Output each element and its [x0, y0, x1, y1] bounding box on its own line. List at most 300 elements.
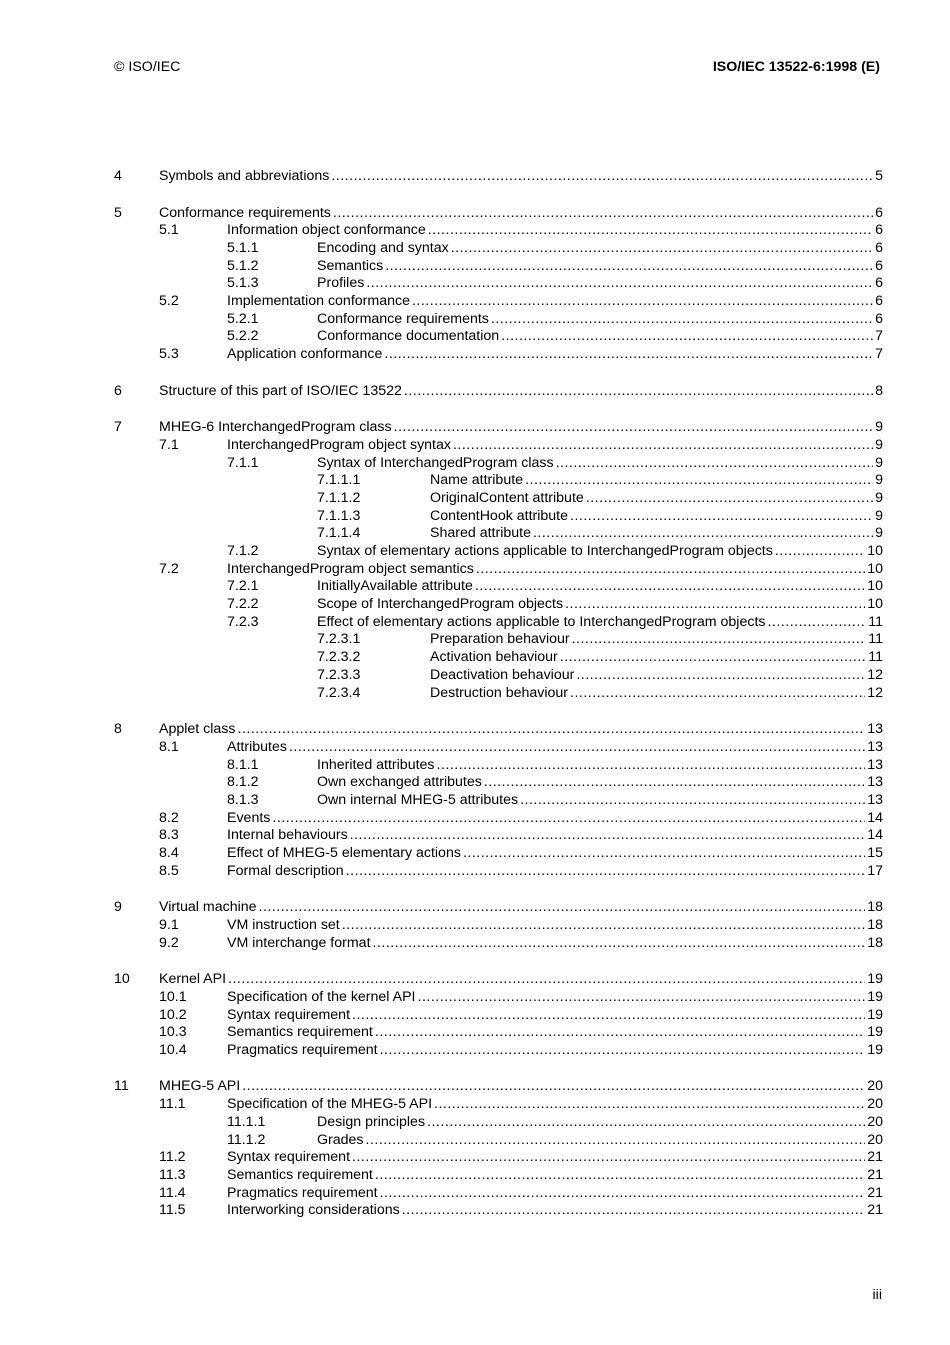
toc-entry-title: Design principles — [317, 1113, 426, 1130]
toc-entry-number: 8 — [114, 721, 122, 738]
toc-entry-page: 21 — [867, 1184, 883, 1201]
toc-entry-line — [227, 827, 883, 845]
dot-leader — [366, 275, 873, 293]
toc-entry-title: Own internal MHEG-5 attributes — [317, 791, 519, 808]
page-number: iii — [872, 1287, 882, 1303]
toc-entry-number: 5.2.1 — [227, 310, 259, 327]
toc-entry-title: Specification of the MHEG-5 API — [227, 1096, 433, 1113]
toc-entry-page: 10 — [867, 578, 883, 595]
toc-entry-title: Destruction behaviour — [430, 684, 569, 701]
toc-entry[interactable] — [114, 1202, 883, 1220]
toc-entry-number: 11.4 — [159, 1184, 186, 1201]
dot-leader — [525, 472, 873, 490]
toc-entry-title: Deactivation behaviour — [430, 666, 575, 683]
toc-entry[interactable] — [114, 508, 883, 526]
dot-leader — [366, 1132, 866, 1150]
toc-entry-title: Semantics requirement — [227, 1024, 373, 1041]
dot-leader — [427, 1114, 865, 1132]
toc-entry[interactable] — [114, 578, 883, 596]
toc-entry-number: 10.3 — [159, 1024, 187, 1041]
toc-entry[interactable] — [114, 328, 883, 346]
toc-entry-title: InterchangedProgram object semantics — [227, 560, 474, 577]
dot-leader — [380, 1042, 866, 1060]
dot-leader — [259, 899, 866, 917]
toc-entry-page: 20 — [867, 1113, 883, 1130]
toc-entry-line — [317, 1132, 883, 1150]
toc-entry-line — [317, 792, 883, 810]
toc-entry[interactable] — [114, 971, 883, 989]
toc-entry-page: 9 — [875, 472, 883, 489]
toc-entry-number: 9.1 — [159, 916, 179, 933]
toc-entry-line — [227, 1167, 883, 1185]
dot-leader — [428, 222, 873, 240]
toc-entry-page: 9 — [875, 507, 883, 524]
toc-entry[interactable] — [114, 739, 883, 757]
toc-entry-title: VM interchange format — [227, 934, 371, 951]
toc-entry[interactable] — [114, 258, 883, 276]
toc-entry[interactable] — [114, 383, 883, 401]
dot-leader — [375, 1167, 865, 1185]
toc-entry-line — [227, 917, 883, 935]
toc-entry-line — [159, 899, 883, 917]
toc-entry-page: 12 — [867, 684, 883, 701]
toc-entry[interactable] — [114, 685, 883, 703]
toc-entry-title: Preparation behaviour — [430, 631, 570, 648]
toc-entry-number: 8.5 — [159, 862, 179, 879]
toc-entry-line — [159, 205, 883, 223]
toc-entry[interactable] — [114, 455, 883, 473]
toc-entry-title: Symbols and abbreviations — [159, 168, 330, 184]
toc-entry[interactable] — [114, 792, 883, 810]
toc-entry-page: 9 — [875, 436, 883, 453]
toc-entry-page: 21 — [867, 1149, 883, 1166]
toc-entry-line — [430, 649, 883, 667]
toc-entry[interactable] — [114, 1024, 883, 1042]
toc-entry[interactable] — [114, 827, 883, 845]
toc-entry-title: Formal description — [227, 862, 344, 879]
toc-entry-page: 9 — [875, 489, 883, 506]
dot-leader — [238, 721, 866, 739]
toc-entry-line — [227, 1024, 883, 1042]
toc-entry-line — [227, 1149, 883, 1167]
toc-entry-page: 6 — [875, 239, 883, 256]
toc-entry-title: Scope of InterchangedProgram objects — [317, 596, 564, 613]
toc-entry-number: 7.2.1 — [227, 578, 259, 595]
toc-entry-title: OriginalContent attribute — [430, 489, 584, 506]
toc-entry-number: 7.1 — [159, 436, 179, 453]
dot-leader — [572, 631, 867, 649]
toc-entry-page: 13 — [867, 791, 883, 808]
toc-entry-title: Inherited attributes — [317, 756, 435, 773]
toc-entry-title: Internal behaviours — [227, 827, 348, 844]
toc-entry[interactable] — [114, 810, 883, 828]
dot-leader — [556, 455, 874, 473]
toc-entry-page: 9 — [875, 454, 883, 471]
toc-entry-title: Attributes — [227, 738, 287, 755]
toc-entry[interactable] — [114, 490, 883, 508]
toc-entry-line — [317, 258, 883, 276]
toc-entry-title: Applet class — [159, 721, 236, 738]
dot-leader — [451, 240, 873, 258]
toc-entry[interactable] — [114, 667, 883, 685]
toc-entry[interactable] — [114, 1185, 883, 1203]
toc-entry-number: 7.2.3 — [227, 613, 259, 630]
toc-entry[interactable] — [114, 1132, 883, 1150]
toc-entry-line — [317, 275, 883, 293]
dot-leader — [228, 971, 865, 989]
toc-entry[interactable] — [114, 472, 883, 490]
toc-entry-title: Syntax of InterchangedProgram class — [317, 454, 554, 471]
toc-entry[interactable] — [114, 757, 883, 775]
toc-entry-number: 7.2.3.2 — [317, 649, 361, 666]
dot-leader — [586, 490, 873, 508]
toc-entry-page: 19 — [867, 1024, 883, 1041]
toc-entry[interactable] — [114, 543, 883, 561]
dot-leader — [570, 508, 873, 526]
toc-entry-title: Semantics — [317, 257, 384, 274]
toc-entry-line — [159, 419, 883, 437]
toc-entry-title: Interworking considerations — [227, 1202, 400, 1219]
toc-entry[interactable] — [114, 168, 883, 186]
toc-entry-title: Pragmatics requirement — [227, 1184, 378, 1201]
toc-entry-title: Name attribute — [430, 472, 524, 489]
toc-entry-page: 18 — [867, 916, 883, 933]
dot-leader — [767, 614, 866, 632]
toc-entry-line — [317, 614, 883, 632]
toc-entry-number: 5.1.2 — [227, 257, 259, 274]
toc-entry-number: 10.1 — [159, 988, 187, 1005]
dot-leader — [434, 1096, 865, 1114]
dot-leader — [346, 863, 866, 881]
toc-entry-page: 19 — [867, 1006, 883, 1023]
toc-entry-title: InitiallyAvailable attribute — [317, 578, 473, 595]
toc-entry[interactable] — [114, 311, 883, 329]
toc-entry-line — [227, 739, 883, 757]
toc-entry[interactable] — [114, 1114, 883, 1132]
toc-entry-page: 6 — [875, 257, 883, 274]
toc-entry[interactable] — [114, 1167, 883, 1185]
toc-entry-line — [159, 721, 883, 739]
dot-leader — [412, 293, 873, 311]
toc-entry-title: Encoding and syntax — [317, 239, 449, 256]
toc-entry-title: Conformance documentation — [317, 328, 500, 345]
dot-leader — [333, 205, 873, 223]
toc-entry-page: 17 — [867, 862, 883, 879]
dot-leader — [384, 346, 873, 364]
toc-entry-line — [227, 935, 883, 953]
toc-entry-page: 5 — [875, 168, 883, 184]
toc-entry-number: 5.2.2 — [227, 328, 259, 345]
toc-entry-page: 20 — [867, 1096, 883, 1113]
toc-entry-number: 8.1.2 — [227, 774, 259, 791]
toc-entry-title: Activation behaviour — [430, 649, 558, 666]
dot-leader — [437, 757, 866, 775]
toc-entry-title: Implementation conformance — [227, 293, 410, 310]
toc-entry-number: 11.2 — [159, 1149, 186, 1166]
toc-entry-page: 21 — [867, 1202, 883, 1219]
dot-leader — [385, 258, 873, 276]
toc-entry-line — [430, 667, 883, 685]
toc-entry-number: 9 — [114, 899, 122, 916]
toc-entry-title: Conformance requirements — [317, 310, 489, 327]
toc-entry[interactable] — [114, 222, 883, 240]
toc-entry-number: 11.5 — [159, 1202, 186, 1219]
toc-entry-title: ContentHook attribute — [430, 507, 569, 524]
toc-entry-page: 9 — [875, 525, 883, 542]
toc-entry-line — [430, 525, 883, 543]
toc-entry-number: 11.1.1 — [227, 1113, 266, 1130]
toc-entry[interactable] — [114, 419, 883, 437]
toc-entry[interactable] — [114, 845, 883, 863]
toc-entry-page: 19 — [867, 1041, 883, 1058]
toc-entry[interactable] — [114, 240, 883, 258]
toc-entry-page: 20 — [867, 1078, 883, 1095]
toc-entry-title: Effect of MHEG-5 elementary actions — [227, 844, 461, 861]
toc-entry-title: Structure of this part of ISO/IEC 13522 — [159, 382, 402, 399]
dot-leader — [402, 1202, 866, 1220]
toc-entry-number: 7.1.1.1 — [317, 472, 361, 489]
toc-entry-number: 5.3 — [159, 346, 179, 363]
dot-leader — [453, 437, 873, 455]
dot-leader — [560, 649, 867, 667]
toc-entry[interactable] — [114, 346, 883, 364]
toc-entry-line — [227, 293, 883, 311]
toc-entry-page: 10 — [867, 543, 883, 560]
toc-entry-number: 11.1.2 — [227, 1131, 266, 1148]
toc-entry-number: 7.1.1.3 — [317, 507, 361, 524]
dot-leader — [350, 827, 866, 845]
toc-entry-line — [227, 863, 883, 881]
toc-entry-page: 6 — [875, 310, 883, 327]
toc-entry-page: 18 — [867, 934, 883, 951]
toc-entry-page: 13 — [867, 756, 883, 773]
toc-entry[interactable] — [114, 649, 883, 667]
toc-entry-line — [227, 845, 883, 863]
toc-entry-line — [317, 455, 883, 473]
toc-entry-line — [317, 774, 883, 792]
dot-leader — [484, 774, 865, 792]
toc-entry-line — [227, 1202, 883, 1220]
toc-entry[interactable] — [114, 917, 883, 935]
dot-leader — [570, 685, 865, 703]
toc-entry-page: 11 — [868, 631, 883, 648]
toc-entry-page: 6 — [875, 222, 883, 239]
dot-leader — [475, 578, 865, 596]
toc-entry-line — [159, 1078, 883, 1096]
toc-entry-page: 12 — [867, 666, 883, 683]
toc-entry-line — [227, 1007, 883, 1025]
dot-leader — [533, 525, 873, 543]
toc-entry-number: 5.2 — [159, 293, 179, 310]
toc-entry-number: 7.1.1.4 — [317, 525, 361, 542]
dot-leader — [242, 1078, 865, 1096]
toc-entry-line — [227, 1185, 883, 1203]
dot-leader — [342, 917, 865, 935]
dot-leader — [373, 935, 866, 953]
toc-entry-line — [430, 508, 883, 526]
toc-entry[interactable] — [114, 899, 883, 917]
toc-entry-number: 8.3 — [159, 827, 179, 844]
toc-entry-number: 10.4 — [159, 1041, 187, 1058]
toc-entry[interactable] — [114, 205, 883, 223]
toc-entry-title: Syntax requirement — [227, 1149, 351, 1166]
toc-entry-number: 5.1.1 — [227, 239, 259, 256]
dot-leader — [476, 561, 865, 579]
toc-entry-number: 10.2 — [159, 1006, 187, 1023]
toc-entry[interactable] — [114, 561, 883, 579]
toc-entry-title: Semantics requirement — [227, 1166, 373, 1183]
toc-entry-title: Own exchanged attributes — [317, 774, 482, 791]
dot-leader — [272, 810, 865, 828]
toc-entry-line — [317, 240, 883, 258]
toc-entry-line — [317, 578, 883, 596]
toc-entry[interactable] — [114, 437, 883, 455]
dot-leader — [576, 667, 865, 685]
toc-entry-line — [317, 543, 883, 561]
header-copyright: © ISO/IEC — [114, 59, 181, 75]
toc-entry-line — [227, 346, 883, 364]
toc-entry[interactable] — [114, 774, 883, 792]
toc-entry-page: 14 — [867, 809, 883, 826]
toc-entry-line — [227, 1042, 883, 1060]
toc-entry-line — [317, 757, 883, 775]
toc-entry-number: 5 — [114, 204, 122, 221]
toc-entry-title: Grades — [317, 1131, 364, 1148]
toc-entry-line — [430, 472, 883, 490]
toc-entry-page: 6 — [875, 275, 883, 292]
toc-entry-page: 15 — [867, 844, 883, 861]
toc-entry-line — [430, 685, 883, 703]
toc-entry-number: 11.1 — [159, 1096, 186, 1113]
toc-entry[interactable] — [114, 614, 883, 632]
toc-entry-number: 8.1.3 — [227, 791, 259, 808]
toc-entry-page: 19 — [867, 988, 883, 1005]
toc-entry[interactable] — [114, 863, 883, 881]
toc-entry-number: 11.3 — [159, 1166, 186, 1183]
toc-entry-title: Pragmatics requirement — [227, 1041, 378, 1058]
toc-entry-number: 7.2 — [159, 560, 179, 577]
toc-entry-page: 10 — [867, 560, 883, 577]
toc-entry-line — [227, 561, 883, 579]
toc-entry-title: Shared attribute — [430, 525, 531, 542]
toc-entry[interactable] — [114, 721, 883, 739]
toc-entry[interactable] — [114, 293, 883, 311]
toc-entry-line — [227, 989, 883, 1007]
table-of-contents — [114, 168, 883, 1220]
dot-leader — [394, 419, 873, 437]
dot-leader — [352, 1007, 865, 1025]
toc-entry-title: Kernel API — [159, 971, 227, 988]
toc-entry-title: Virtual machine — [159, 899, 257, 916]
dot-leader — [418, 989, 866, 1007]
toc-entry-title: Syntax of elementary actions applicable to InterchangedProgram objects — [317, 543, 773, 560]
toc-entry-number: 8.2 — [159, 809, 179, 826]
toc-entry-title: MHEG-6 InterchangedProgram class — [159, 419, 392, 436]
toc-entry-page: 7 — [875, 328, 883, 345]
toc-entry-number: 9.2 — [159, 934, 179, 951]
dot-leader — [289, 739, 865, 757]
toc-entry-line — [317, 328, 883, 346]
toc-entry-page: 9 — [875, 419, 883, 436]
toc-entry-title: Information object conformance — [227, 222, 426, 239]
toc-entry-line — [227, 1096, 883, 1114]
toc-entry-page: 6 — [875, 204, 883, 221]
toc-entry-page: 19 — [867, 971, 883, 988]
toc-entry-page: 11 — [868, 613, 883, 630]
toc-entry-page: 13 — [867, 721, 883, 738]
dot-leader — [404, 383, 873, 401]
toc-entry-page: 7 — [875, 346, 883, 363]
toc-entry[interactable] — [114, 935, 883, 953]
dot-leader — [375, 1024, 865, 1042]
toc-entry-title: MHEG-5 API — [159, 1078, 241, 1095]
toc-entry[interactable] — [114, 1096, 883, 1114]
toc-entry-number: 7.1.1 — [227, 454, 259, 471]
toc-entry-line — [227, 437, 883, 455]
toc-entry-title: Events — [227, 809, 271, 826]
dot-leader — [463, 845, 865, 863]
toc-entry[interactable] — [114, 631, 883, 649]
toc-entry-number: 7.2.3.3 — [317, 666, 361, 683]
toc-entry[interactable] — [114, 1042, 883, 1060]
toc-entry-number: 7.2.3.1 — [317, 631, 361, 648]
toc-entry[interactable] — [114, 1149, 883, 1167]
toc-entry-number: 7.2.2 — [227, 596, 259, 613]
toc-entry-page: 8 — [875, 382, 883, 399]
dot-leader — [565, 596, 865, 614]
toc-entry-line — [227, 810, 883, 828]
toc-entry-number: 7.2.3.4 — [317, 684, 361, 701]
dot-leader — [380, 1185, 866, 1203]
toc-entry-line — [430, 631, 883, 649]
toc-entry-page: 11 — [868, 649, 883, 666]
toc-entry-line — [430, 490, 883, 508]
header-document-id: ISO/IEC 13522-6:1998 (E) — [712, 59, 880, 75]
toc-entry[interactable] — [114, 525, 883, 543]
toc-entry-line — [317, 596, 883, 614]
toc-entry-page: 21 — [867, 1166, 883, 1183]
toc-entry-number: 8.1.1 — [227, 756, 259, 773]
toc-entry-title: Specification of the kernel API — [227, 988, 416, 1005]
toc-entry-number: 8.1 — [159, 738, 179, 755]
toc-entry-line — [317, 311, 883, 329]
toc-entry-line — [159, 971, 883, 989]
toc-entry-number: 5.1.3 — [227, 275, 259, 292]
toc-entry[interactable] — [114, 1007, 883, 1025]
toc-entry-number: 7.1.2 — [227, 543, 259, 560]
dot-leader — [775, 543, 865, 561]
toc-entry[interactable] — [114, 596, 883, 614]
dot-leader — [331, 168, 873, 186]
dot-leader — [520, 792, 865, 810]
toc-entry-number: 6 — [114, 382, 122, 399]
toc-entry-page: 13 — [867, 738, 883, 755]
toc-entry-page: 6 — [875, 293, 883, 310]
toc-entry-title: VM instruction set — [227, 916, 340, 933]
toc-entry-title: InterchangedProgram object syntax — [227, 436, 451, 453]
toc-entry-number: 5.1 — [159, 222, 179, 239]
toc-entry[interactable] — [114, 1078, 883, 1096]
toc-entry-number: 7 — [114, 419, 122, 436]
toc-entry[interactable] — [114, 275, 883, 293]
toc-entry-title: Effect of elementary actions applicable to InterchangedProgram objects — [317, 613, 766, 630]
toc-entry-number: 4 — [114, 168, 122, 184]
dot-leader — [352, 1149, 865, 1167]
toc-entry[interactable] — [114, 989, 883, 1007]
toc-entry-title: Syntax requirement — [227, 1006, 351, 1023]
toc-entry-page: 14 — [867, 827, 883, 844]
toc-entry-number: 8.4 — [159, 844, 179, 861]
